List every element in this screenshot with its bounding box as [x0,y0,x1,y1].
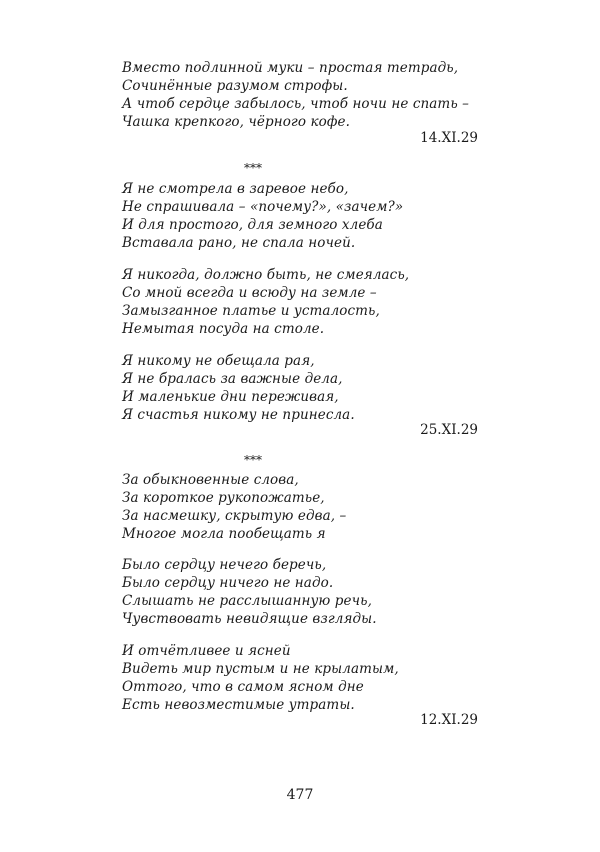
poem2-line: Со мной всегда и всюду на земле – [122,285,377,301]
poem2-line: Не спрашивала – «почему?», «зачем?» [122,199,404,215]
poem2-line: Немытая посуда на столе. [122,321,325,337]
poem1-date: 14.XI.29 [420,130,478,146]
poem3-line: За насмешку, скрытую едва, – [122,508,347,524]
poem1-line: А чтоб сердце забылось, чтоб ночи не спать – [122,96,470,112]
poem2-line: Замызганное платье и усталость, [122,303,380,319]
poem3-line: Есть невозместимые утраты. [122,697,355,713]
poem2-line: Я никому не обещала рая, [122,353,315,369]
poem3-line: Слышать не расслышанную речь, [122,593,372,609]
poem2-line: Я не бралась за важные дела, [122,371,343,387]
poem3-line: За короткое рукопожатье, [122,490,325,506]
poem2-line: И для простого, для земного хлеба [122,217,383,233]
poem2-line: Вставала рано, не спала ночей. [122,235,356,251]
page-number: 477 [286,787,314,803]
poem2-separator: *** [244,161,262,175]
poem3-line: Многое могла пообещать я [122,526,326,542]
poem2-line: Я не смотрела в заревое небо, [122,181,349,197]
poem3-line: Чувствовать невидящие взгляды. [122,611,377,627]
poem3-line: Было сердцу ничего не надо. [122,575,334,591]
poem1-line: Чашка крепкого, чёрного кофе. [122,114,351,130]
poem3-date: 12.XI.29 [420,712,478,728]
poem3-line: Было сердцу нечего беречь, [122,557,327,573]
poem3-line: За обыкновенные слова, [122,472,299,488]
poem3-line: Видеть мир пустым и не крылатым, [122,661,399,677]
poem2-line: Я никогда, должно быть, не смеялась, [122,267,410,283]
poem2-line: Я счастья никому не принесла. [122,407,355,423]
poem1-line: Вместо подлинной муки – простая тетрадь, [122,60,459,76]
poem3-line: Оттого, что в самом ясном дне [122,679,364,695]
poem3-separator: *** [244,453,262,467]
poem2-date: 25.XI.29 [420,422,478,438]
poem2-line: И маленькие дни переживая, [122,389,339,405]
poem3-line: И отчётливее и ясней [122,643,291,659]
poem1-line: Сочинённые разумом строфы. [122,78,348,94]
